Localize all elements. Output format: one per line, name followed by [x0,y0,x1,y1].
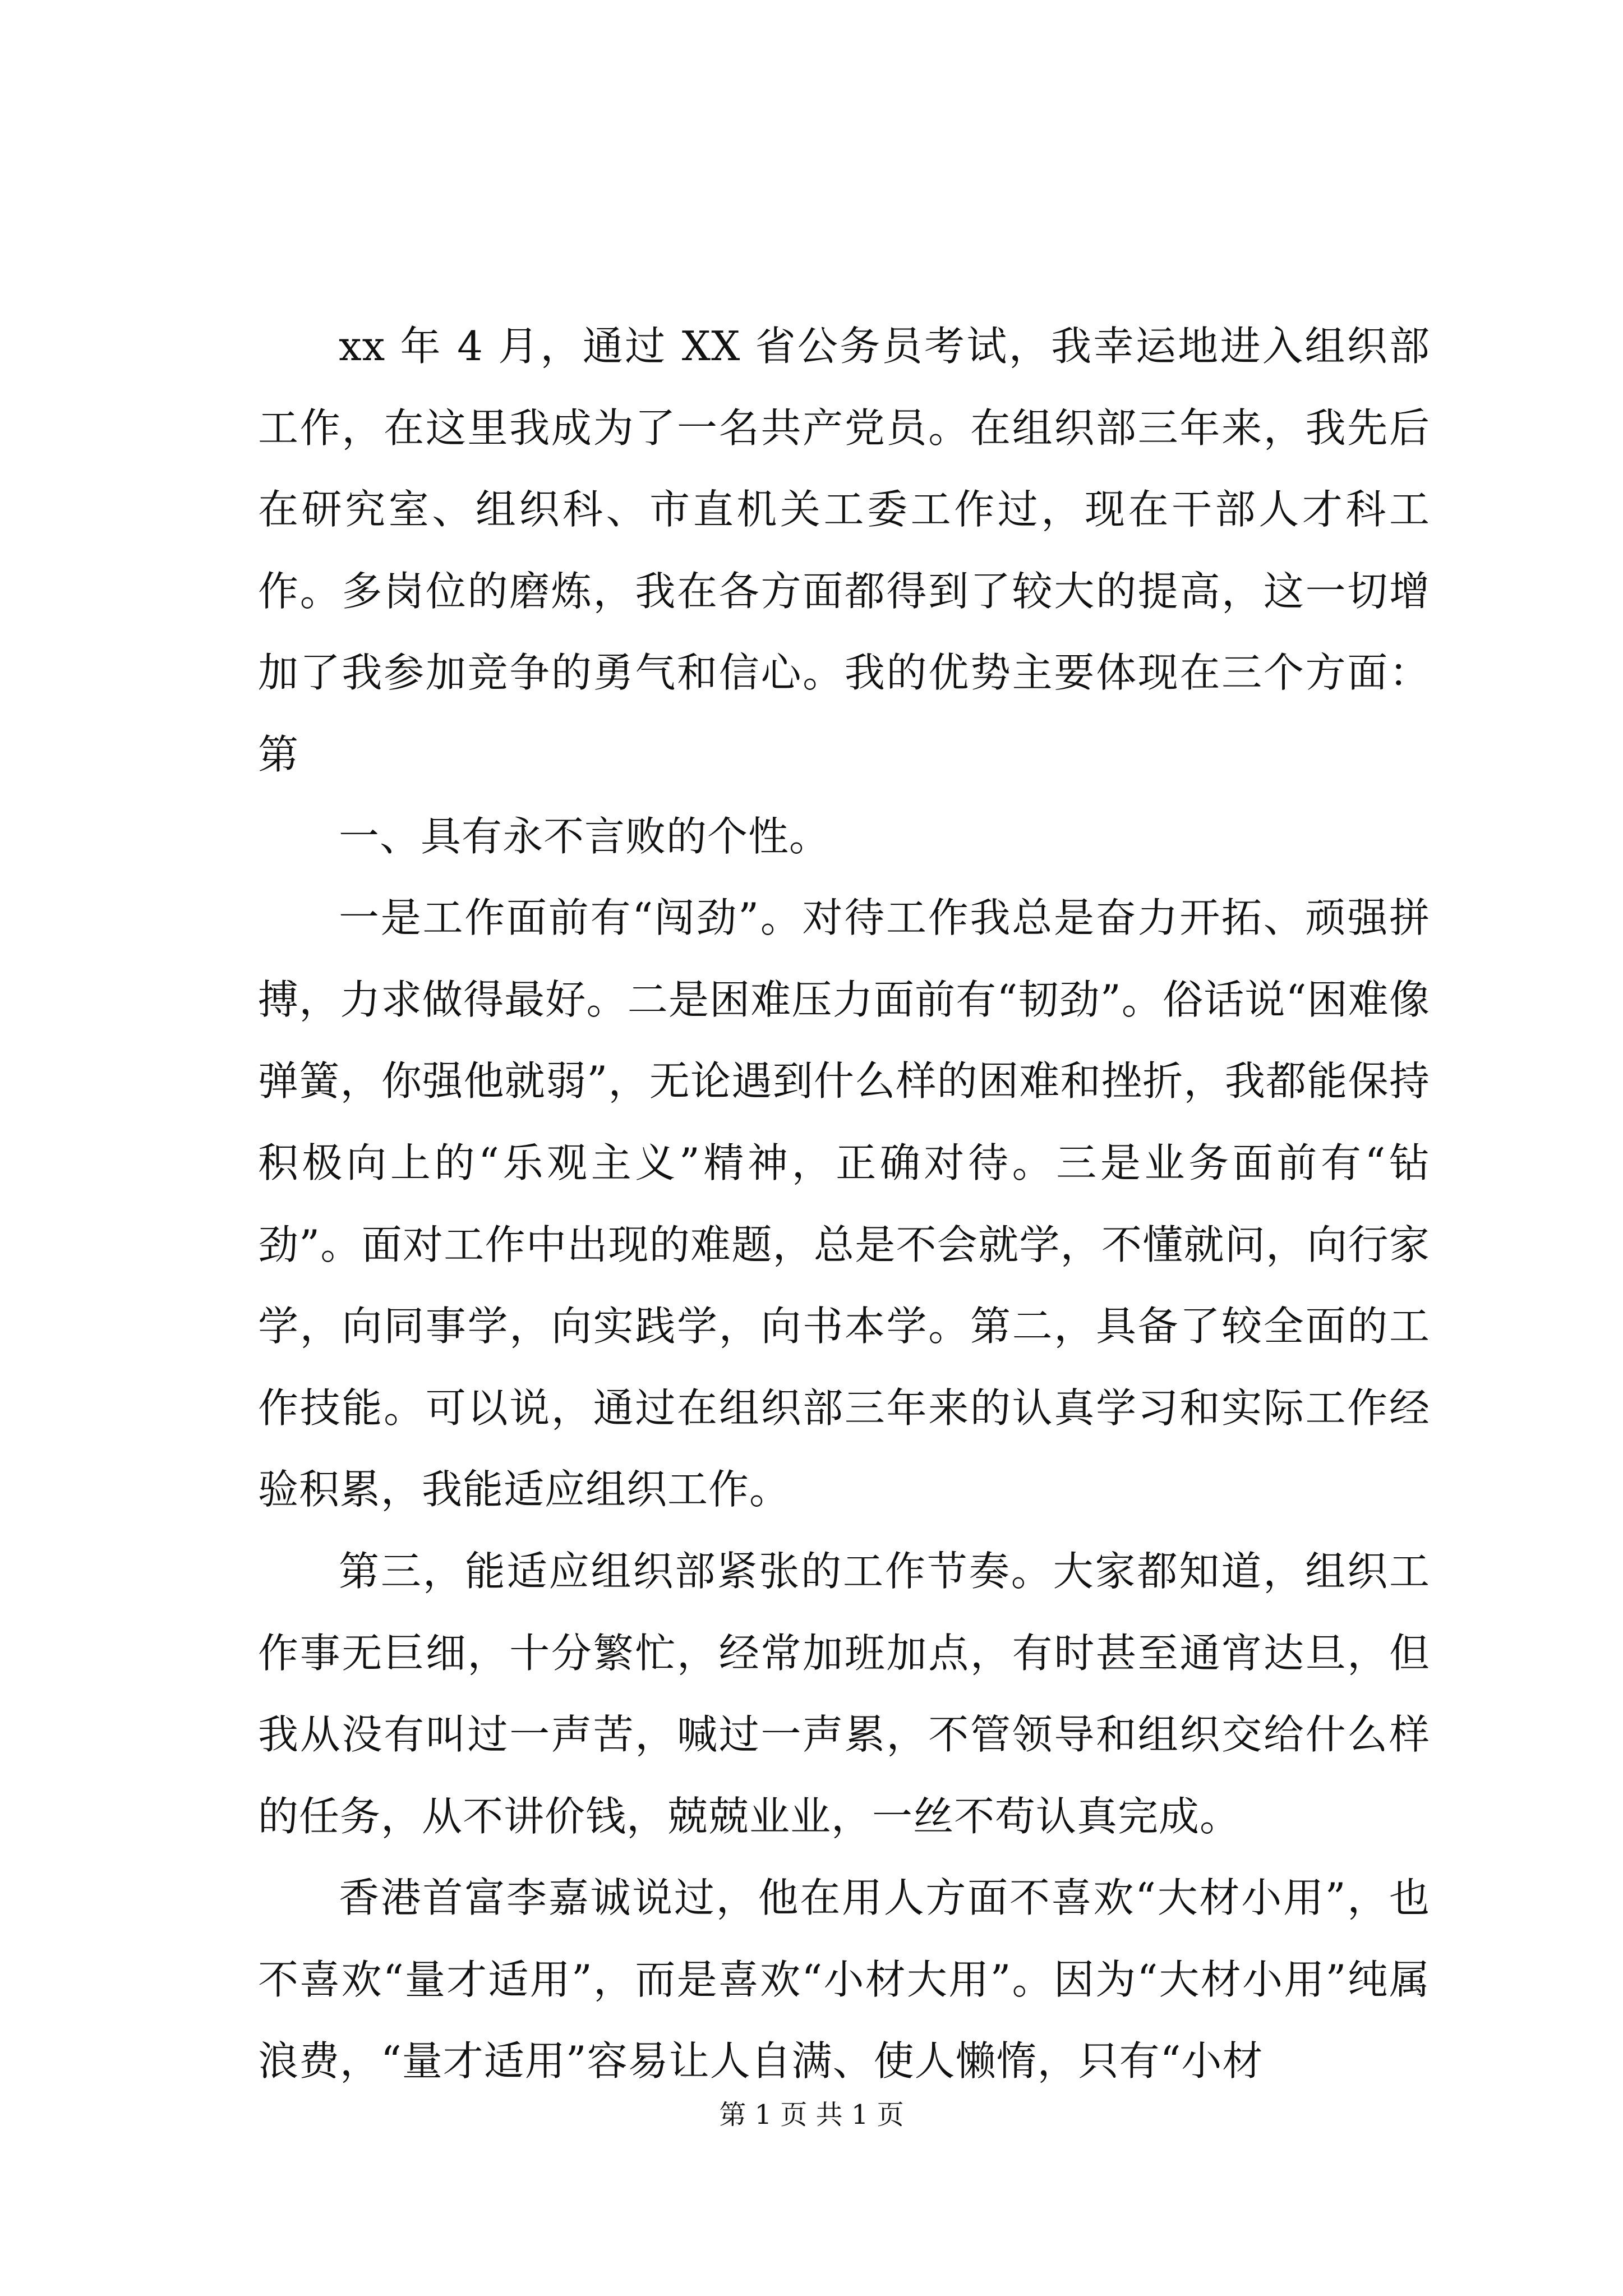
paragraph-3: 一是工作面前有“闯劲”。对待工作我总是奋力开拓、顽强拼搏，力求做得最好。二是困难压力面前有“韧劲”。俗话说“困难像弹簧，你强他就弱”，无论遇到什么样的困难和挫折，我都能保持积极向上的“乐观主义”精神，正确对待。三是业务面前有“钻劲”。面对工作中出现的难题，总是不会就学，不懂就问，向行家学，向同事学，向实践学，向书本学。第二，具备了较全面的工作技能。可以说，通过在组织部三年来的认真学习和实际工作经验积累，我能适应组织工作。 [258,894,1430,1513]
page-footer: 第 1 页 共 1 页 [719,2099,904,2131]
paragraph-1: xx 年 4 月，通过 XX 省公务员考试，我幸运地进入组织部工作，在这里我成为了一名共产党员。在组织部三年来，我先后在研究室、组织科、市直机关工委工作过，现在干部人才科工作。多岗位的磨炼，我在各方面都得到了较大的提高，这一切增加了我参加竞争的勇气和信心。我的优势主要体现在三个方面：第 [258,323,1430,778]
paragraph-2: 一、具有永不言败的个性。 [339,812,831,860]
document-body [258,306,1430,2102]
paragraph-4: 第三，能适应组织部紧张的工作节奏。大家都知道，组织工作事无巨细，十分繁忙，经常加班加点，有时甚至通宵达旦，但我从没有叫过一声苦，喊过一声累，不管领导和组织交给什么样的任务，从不讲价钱，兢兢业业，一丝不苟认真完成。 [258,1547,1430,1840]
paragraph-5: 香港首富李嘉诚说过，他在用人方面不喜欢“大材小用”，也不喜欢“量才适用”，而是喜欢“小材大用”。因为“大材小用”纯属浪费，“量才适用”容易让人自满、使人懒惰，只有“小材 [258,1874,1430,2085]
